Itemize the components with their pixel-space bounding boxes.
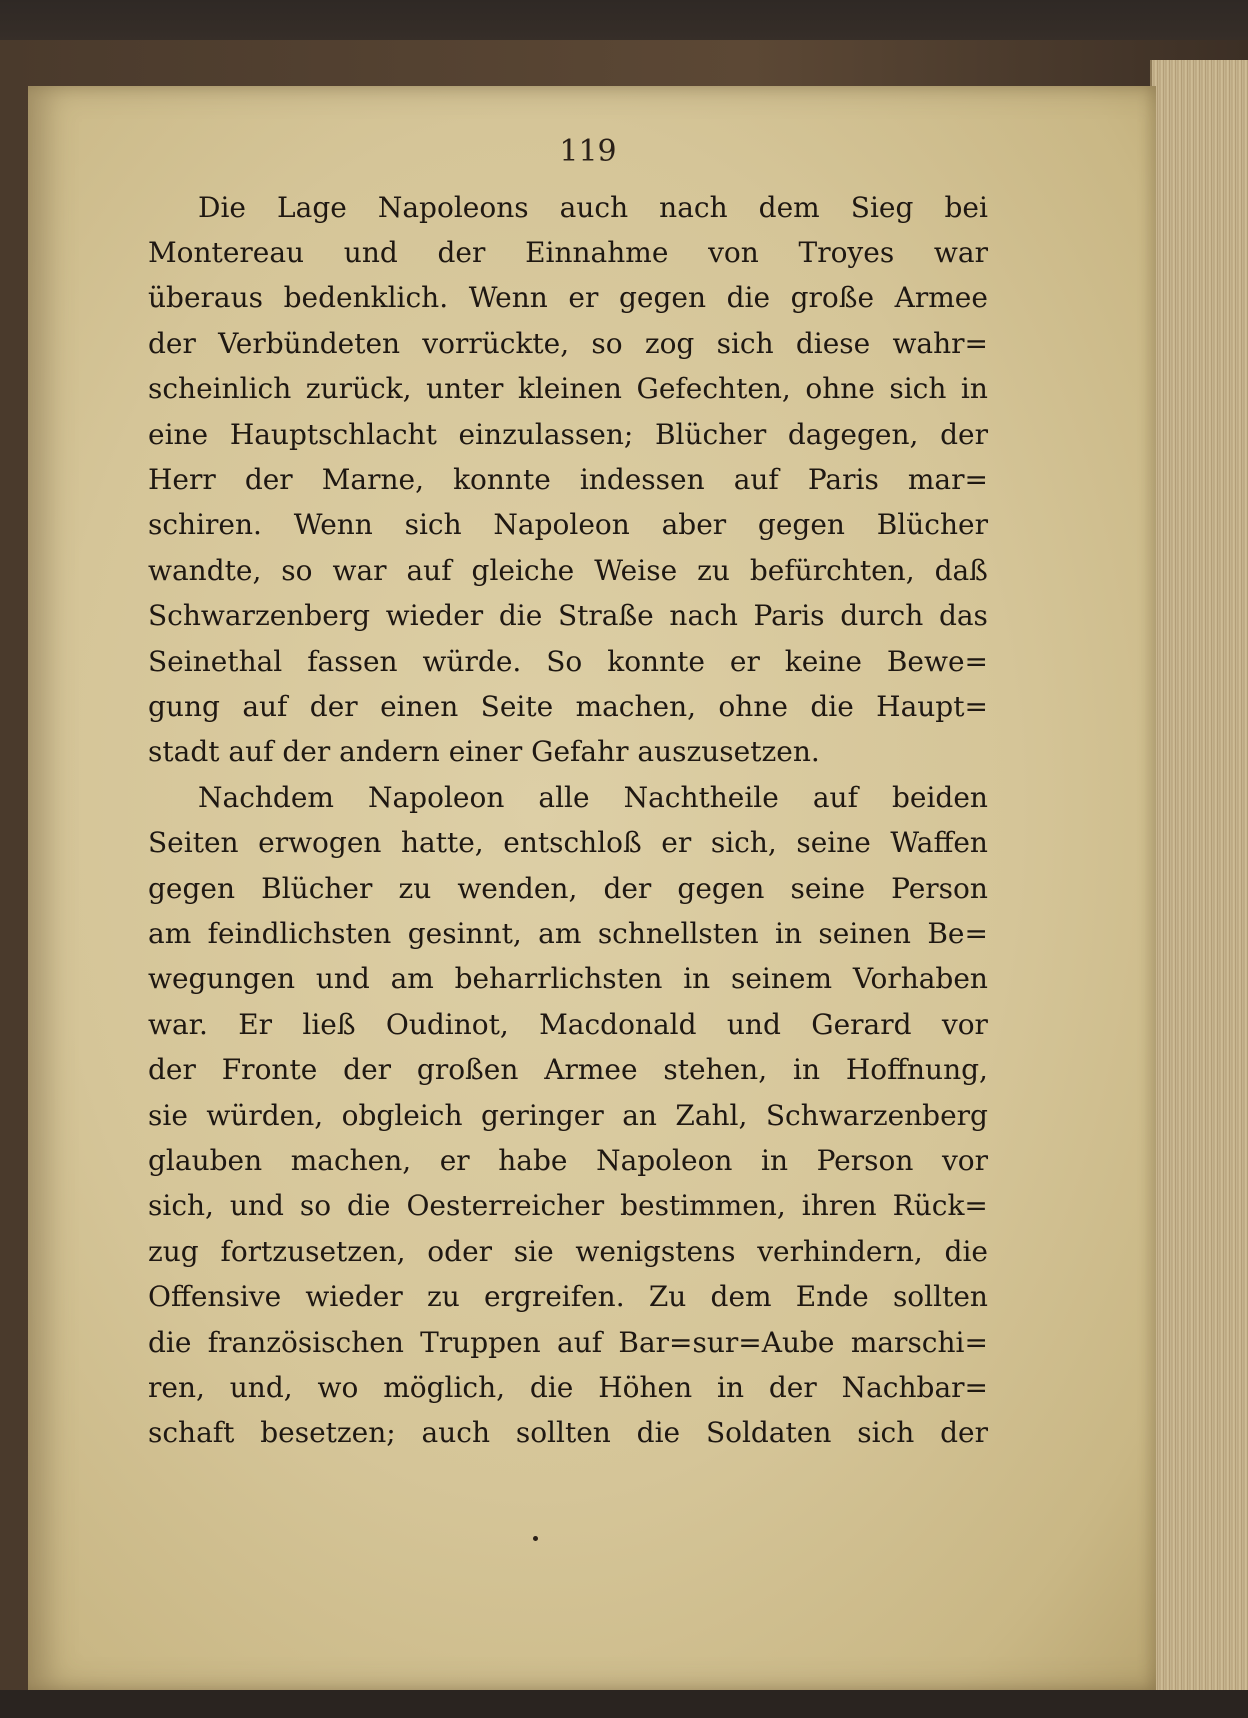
text-line: gung auf der einen Seite machen, ohne die Haupt=	[148, 689, 988, 723]
page-number: 119	[559, 134, 617, 169]
text-line: stadt auf der andern einer Gefahr auszusetzen.	[148, 735, 820, 769]
text-line: am feindlichsten gesinnt, am schnellsten in seinen Be=	[148, 916, 988, 950]
text-line: Seinethal fassen würde. So konnte er keine Bewe=	[148, 644, 988, 678]
text-line: sie würden, obgleich geringer an Zahl, Schwarzenberg	[148, 1098, 988, 1132]
text-line: zug fortzusetzen, oder sie wenigstens verhindern, die	[148, 1234, 988, 1268]
page-edges	[1150, 60, 1248, 1690]
book-page	[28, 86, 1156, 1690]
text-line: sich, und so die Oesterreicher bestimmen, ihren Rück=	[148, 1189, 988, 1223]
text-line: gegen Blücher zu wenden, der gegen seine Person	[148, 871, 988, 905]
text-line: glauben machen, er habe Napoleon in Person vor	[148, 1143, 988, 1177]
text-line: der Verbündeten vorrückte, so zog sich diese wahr=	[148, 326, 988, 360]
text-line: Seiten erwogen hatte, entschloß er sich, seine Waffen	[148, 826, 988, 860]
text-line: Nachdem Napoleon alle Nachtheile auf beiden	[198, 780, 988, 814]
text-line: wegungen und am beharrlichsten in seinem Vorhaben	[148, 962, 988, 996]
text-line: wandte, so war auf gleiche Weise zu befürchten, daß	[148, 553, 988, 587]
text-line: Herr der Marne, konnte indessen auf Paris mar=	[148, 462, 988, 496]
text-line: eine Hauptschlacht einzulassen; Blücher dagegen, der	[148, 417, 988, 451]
text-line: Offensive wieder zu ergreifen. Zu dem Ende sollten	[148, 1280, 988, 1314]
text-line: Die Lage Napoleons auch nach dem Sieg bei	[198, 190, 988, 224]
ink-dot	[533, 1536, 538, 1541]
text-line: scheinlich zurück, unter kleinen Gefechten, ohne sich in	[148, 372, 988, 406]
text-line: schaft besetzen; auch sollten die Soldaten sich der	[148, 1416, 988, 1450]
text-line: überaus bedenklich. Wenn er gegen die große Armee	[148, 281, 988, 315]
text-line: schiren. Wenn sich Napoleon aber gegen Blücher	[148, 508, 988, 542]
text-line: die französischen Truppen auf Bar=sur=Aube marschi=	[148, 1325, 988, 1359]
text-line: der Fronte der großen Armee stehen, in Hoffnung,	[148, 1053, 988, 1087]
text-line: Montereau und der Einnahme von Troyes war	[148, 235, 988, 269]
text-line: Schwarzenberg wieder die Straße nach Paris durch das	[148, 599, 988, 633]
text-line: ren, und, wo möglich, die Höhen in der Nachbar=	[148, 1370, 988, 1404]
text-line: war. Er ließ Oudinot, Macdonald und Gerard vor	[148, 1007, 988, 1041]
